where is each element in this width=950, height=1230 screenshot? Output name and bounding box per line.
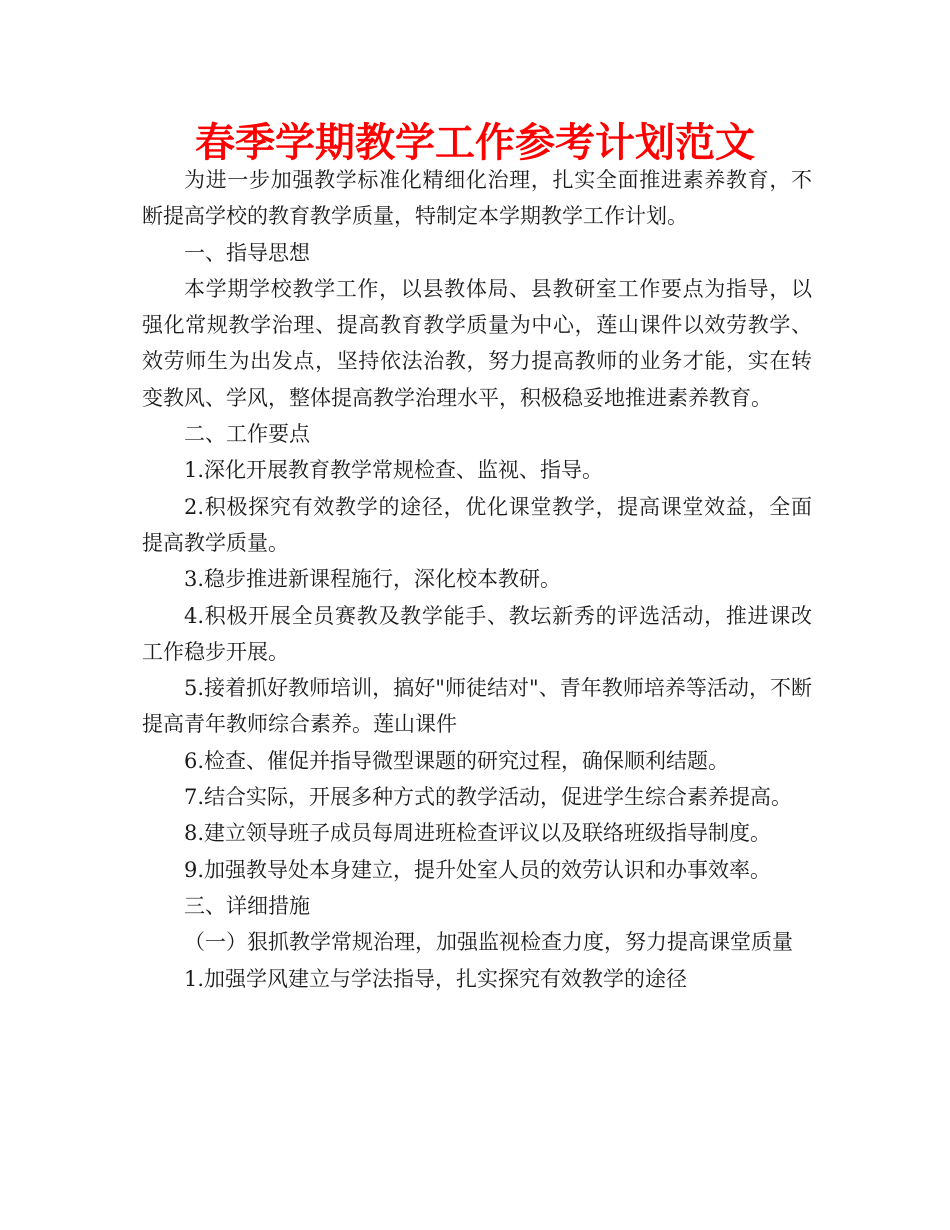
- list-item-5: 5.接着抓好教师培训，搞好"师徒结对"、青年教师培养等活动，不断提高青年教师综合素养。莲山课件: [142, 676, 812, 737]
- list-item-9: 9.加强教导处本身建立，提升处室人员的效劳认识和办事效率。: [184, 857, 772, 882]
- list-item-1: 1.深化开展教育教学常规检查、监视、指导。: [184, 458, 604, 483]
- heading-guiding-thought: 一、指导思想: [184, 240, 310, 265]
- heading-work-points: 二、工作要点: [184, 422, 310, 447]
- list-item-4: 4.积极开展全员赛教及教学能手、教坛新秀的评选活动，推进课改工作稳步开展。: [142, 603, 812, 664]
- document-title: 春季学期教学工作参考计划范文: [195, 120, 755, 166]
- document-body: [142, 162, 812, 997]
- list-item-3: 3.稳步推进新课程施行，深化校本教研。: [184, 567, 562, 592]
- paragraph-guiding-thought: 本学期学校教学工作，以县教体局、县教研室工作要点为指导，以强化常规教学治理、提高教育教学质量为中心，莲山课件以效劳教学、效劳师生为出发点，坚持依法治教，努力提高教师的业务才能，实在转变教风、学风，整体提高教学治理水平，积极稳妥地推进素养教育。: [142, 276, 812, 410]
- measure-item-1: 1.加强学风建立与学法指导，扎实探究有效教学的途径: [184, 966, 688, 991]
- list-item-8: 8.建立领导班子成员每周进班检查评议以及联络班级指导制度。: [184, 821, 772, 846]
- subheading-measure-1: （一）狠抓教学常规治理，加强监视检查力度，努力提高课堂质量: [184, 930, 793, 955]
- list-item-2: 2.积极探究有效教学的途径，优化课堂教学，提高课堂效益，全面提高教学质量。: [142, 494, 812, 555]
- heading-detailed-measures: 三、详细措施: [184, 893, 310, 918]
- list-item-7: 7.结合实际，开展多种方式的教学活动，促进学生综合素养提高。: [184, 785, 793, 810]
- paragraph-intro: 为进一步加强教学标准化精细化治理，扎实全面推进素养教育，不断提高学校的教育教学质量，特制定本学期教学工作计划。: [142, 168, 812, 229]
- list-item-6: 6.检查、催促并指导微型课题的研究过程，确保顺利结题。: [184, 748, 730, 773]
